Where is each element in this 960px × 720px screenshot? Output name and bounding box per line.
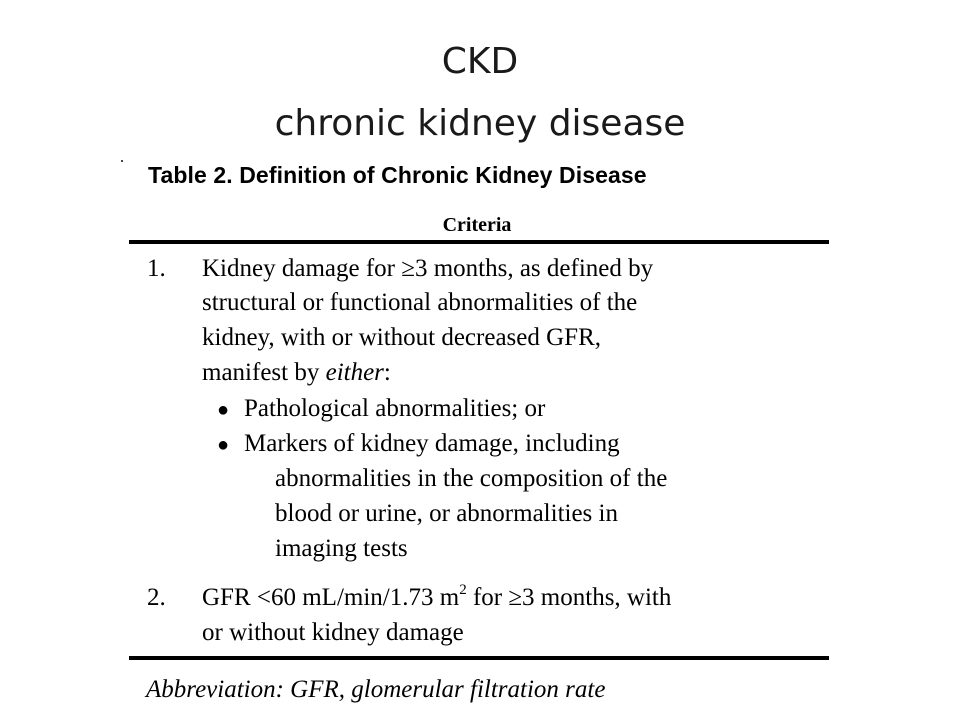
criterion-1-line: structural or functional abnormalities of the	[202, 289, 638, 316]
scan-speck	[121, 160, 123, 162]
bullet-icon: ●	[217, 434, 230, 456]
criterion-2-number: 2.	[147, 584, 166, 611]
bullet-continuation: imaging tests	[275, 535, 408, 562]
slide-subtitle: chronic kidney disease	[274, 103, 686, 144]
abbreviation-note: Abbreviation: GFR, glomerular filtration rate	[146, 676, 606, 703]
criteria-header-text: Criteria	[442, 214, 512, 236]
criterion-2-line	[202, 581, 672, 611]
table-top-rule	[129, 240, 829, 244]
bullet-item: Markers of kidney damage, including	[244, 430, 620, 457]
gfr-threshold: GFR <60 mL/min/1.73 m	[202, 584, 460, 611]
manifest-suffix: :	[383, 359, 391, 386]
manifest-emphasis: either	[325, 359, 384, 386]
squared-superscript: 2	[459, 581, 467, 598]
criterion-1-line: kidney, with or without decreased GFR,	[202, 324, 601, 351]
criterion-1-manifest-line	[202, 360, 391, 385]
bullet-continuation: blood or urine, or abnormalities in	[275, 500, 618, 527]
bullet-continuation: abnormalities in the composition of the	[275, 465, 668, 492]
criteria-column-header	[0, 214, 960, 237]
criterion-1-number: 1.	[147, 255, 166, 282]
bullet-icon: ●	[217, 399, 230, 421]
bullet-item: Pathological abnormalities; or	[244, 395, 546, 422]
manifest-prefix: manifest by	[202, 359, 326, 386]
gfr-duration: for ≥3 months, with	[466, 584, 672, 611]
criterion-1-line: Kidney damage for ≥3 months, as defined by	[202, 255, 654, 282]
table-bottom-rule	[129, 656, 829, 660]
slide-title: CKD	[441, 41, 519, 82]
table-heading: Table 2. Definition of Chronic Kidney Disease	[148, 162, 647, 188]
criterion-2-line: or without kidney damage	[202, 619, 464, 646]
